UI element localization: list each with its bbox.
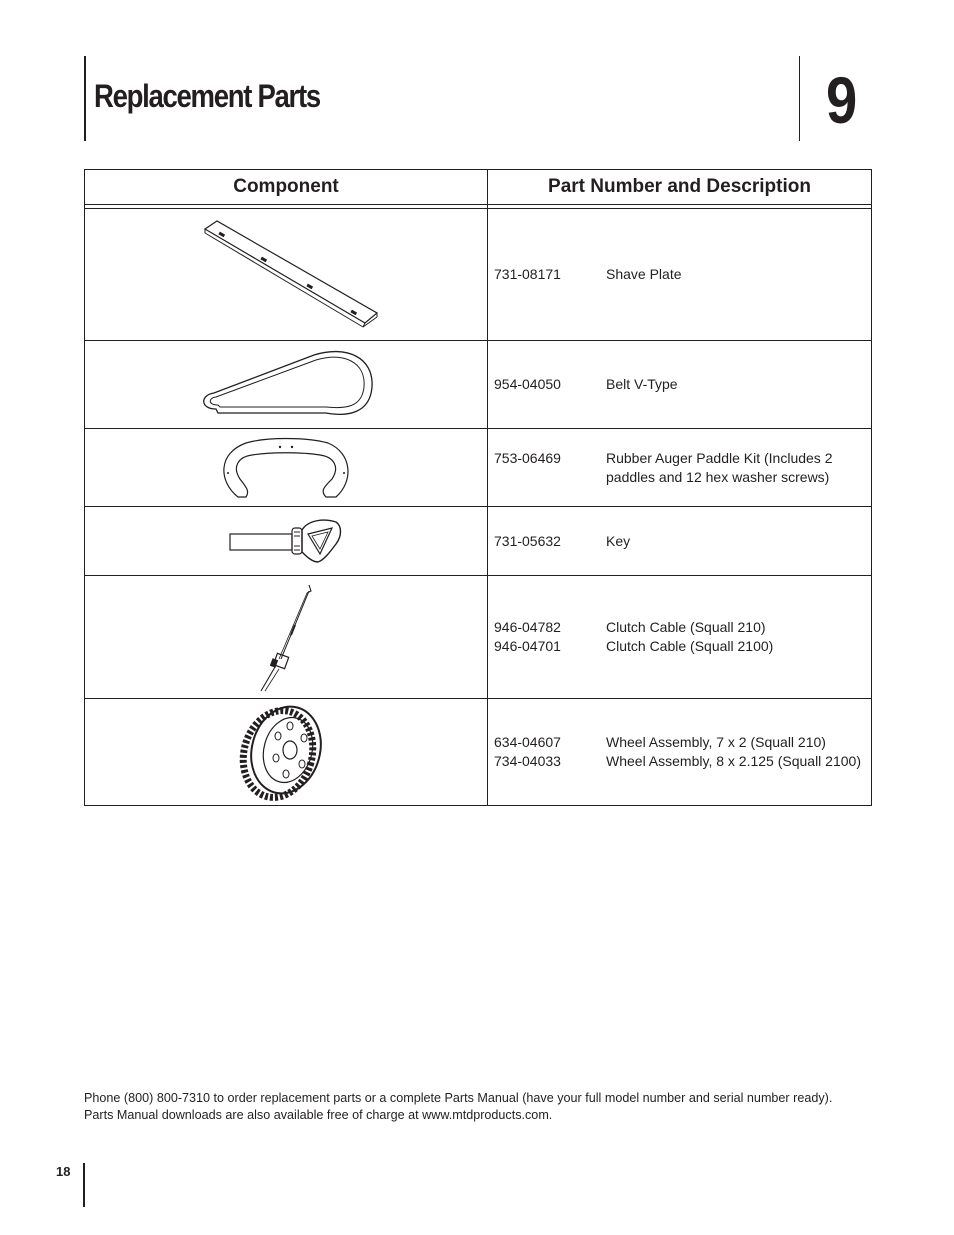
part-number: 731-05632 — [494, 532, 561, 549]
part-number: 753-06469 — [494, 449, 561, 466]
part-line — [488, 733, 871, 752]
component-cell — [85, 341, 488, 429]
component-cell — [85, 507, 488, 576]
part-description: Key — [606, 532, 631, 549]
part-description: Clutch Cable (Squall 210) — [606, 619, 766, 635]
part-description: Shave Plate — [606, 266, 682, 282]
title-rule — [84, 56, 86, 141]
component-cell — [85, 699, 488, 806]
part-description-cell — [488, 507, 872, 576]
column-header-component: Component — [85, 170, 488, 205]
chapter-number: 9 — [826, 63, 858, 137]
table-row — [85, 699, 872, 806]
page-title: Replacement Parts — [94, 78, 320, 114]
table-row — [85, 429, 872, 507]
part-number: 946-04701 — [494, 638, 561, 654]
part-number: 731-08171 — [494, 266, 561, 282]
parts-table — [84, 169, 872, 806]
ordering-info — [84, 1090, 884, 1124]
part-description: Belt V-Type — [606, 376, 678, 392]
part-description-cell — [488, 341, 872, 429]
part-description: Wheel Assembly, 7 x 2 (Squall 210) — [606, 734, 826, 750]
auger-paddle-illustration — [216, 435, 356, 501]
chapter-rule — [799, 56, 800, 141]
part-number: 954-04050 — [494, 376, 561, 392]
part-line — [488, 449, 871, 487]
part-line — [488, 532, 871, 551]
shave-plate-illustration — [191, 215, 381, 335]
page-number: 18 — [56, 1164, 71, 1179]
clutch-cable-illustration — [251, 581, 321, 693]
belt-illustration — [196, 347, 376, 423]
table-row — [85, 507, 872, 576]
part-description: Rubber Auger Paddle Kit (Includes 2 paddles and 12 hex washer screws) — [606, 449, 833, 485]
component-cell — [85, 576, 488, 699]
key-illustration — [228, 516, 344, 566]
part-description-cell — [488, 209, 872, 341]
part-description: Clutch Cable (Squall 2100) — [606, 638, 774, 654]
table-row — [85, 209, 872, 341]
component-cell — [85, 209, 488, 341]
ordering-info-line: Parts Manual downloads are also available free of charge at www.mtdproducts.com. — [84, 1108, 553, 1122]
part-description-cell — [488, 699, 872, 806]
part-number: 634-04607 — [494, 734, 561, 750]
ordering-info-line: Phone (800) 800-7310 to order replacement parts or a complete Parts Manual (have your full model number and serial number ready). — [84, 1091, 833, 1105]
part-line — [488, 752, 871, 771]
table-row — [85, 576, 872, 699]
column-header-part-number: Part Number and Description — [488, 170, 872, 205]
part-line — [488, 375, 871, 394]
wheel-illustration — [238, 702, 334, 802]
component-cell — [85, 429, 488, 507]
part-line — [488, 637, 871, 656]
part-description-cell — [488, 429, 872, 507]
part-number: 946-04782 — [494, 619, 561, 635]
part-line — [488, 618, 871, 637]
part-number: 734-04033 — [494, 753, 561, 769]
table-row — [85, 341, 872, 429]
part-line — [488, 265, 871, 284]
page-number-rule — [83, 1163, 85, 1207]
part-description-cell — [488, 576, 872, 699]
part-description: Wheel Assembly, 8 x 2.125 (Squall 2100) — [606, 753, 861, 769]
